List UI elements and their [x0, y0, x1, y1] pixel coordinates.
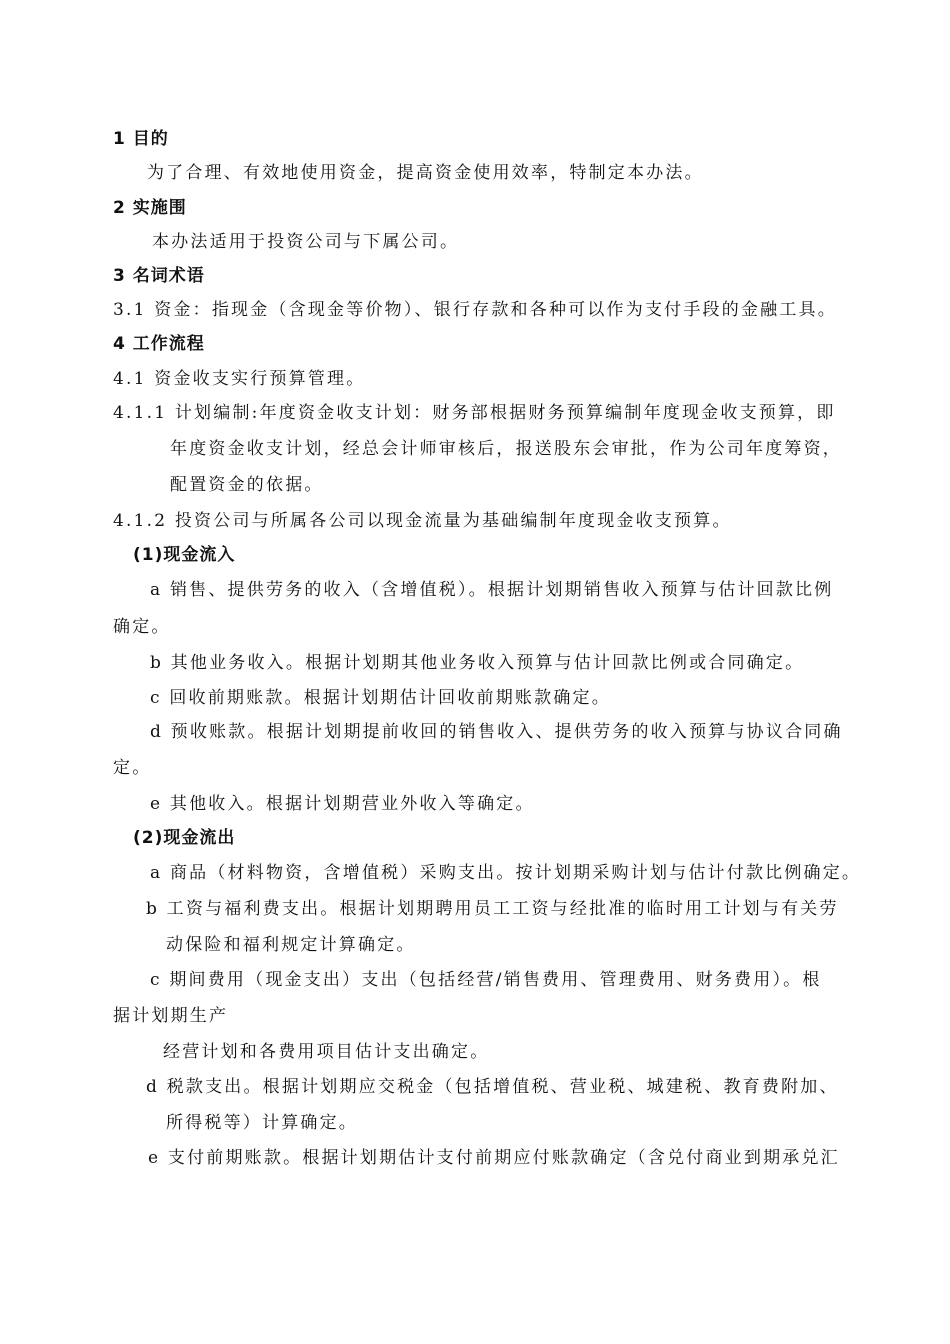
list-item: c 回收前期账款。根据计划期估计回收前期账款确定。: [150, 688, 611, 708]
list-item-continuation: 据计划期生产: [113, 1006, 229, 1026]
paragraph: 为了合理、有效地使用资金，提高资金使用效率，特制定本办法。: [147, 163, 704, 183]
list-item: d 预收账款。根据计划期提前收回的销售收入、提供劳务的收入预算与协议合同确: [150, 722, 843, 742]
section-heading-purpose: 1 目的: [113, 129, 169, 149]
section-heading-scope: 2 实施围: [113, 198, 187, 218]
paragraph: 3.1 资金：指现金（含现金等价物）、银行存款和各种可以作为支付手段的金融工具。: [113, 300, 837, 320]
paragraph: 4.1.2 投资公司与所属各公司以现金流量为基础编制年度现金收支预算。: [113, 511, 732, 531]
list-item: b 其他业务收入。根据计划期其他业务收入预算与估计回款比例或合同确定。: [150, 653, 805, 673]
paragraph: 年度资金收支计划，经总会计师审核后，报送股东会审批，作为公司年度筹资，: [170, 439, 842, 459]
section-heading-workflow: 4 工作流程: [113, 334, 205, 354]
list-item: d 税款支出。根据计划期应交税金（包括增值税、营业税、城建税、教育费附加、: [146, 1077, 839, 1097]
list-item-continuation: 定。: [113, 758, 152, 778]
list-item: a 商品（材料物资，含增值税）采购支出。按计划期采购计划与估计付款比例确定。: [150, 863, 862, 883]
subsection-heading-cash-outflow: (2)现金流出: [133, 828, 236, 848]
section-heading-terms: 3 名词术语: [113, 266, 205, 286]
list-item-continuation: 经营计划和各费用项目估计支出确定。: [163, 1042, 490, 1062]
list-item: a 销售、提供劳务的收入（含增值税）。根据计划期销售收入预算与估计回款比例: [150, 580, 834, 600]
subsection-heading-cash-inflow: (1)现金流入: [133, 545, 236, 565]
list-item: e 支付前期账款。根据计划期估计支付前期应付账款确定（含兑付商业到期承兑汇: [148, 1148, 840, 1168]
list-item-continuation: 动保险和福利规定计算确定。: [166, 935, 416, 955]
paragraph: 配置资金的依据。: [170, 475, 324, 495]
list-item-continuation: 所得税等）计算确定。: [166, 1113, 358, 1133]
paragraph: 4.1 资金收支实行预算管理。: [113, 369, 366, 389]
list-item: c 期间费用（现金支出）支出（包括经营/销售费用、管理费用、财务费用）。根: [150, 970, 822, 990]
paragraph: 本办法适用于投资公司与下属公司。: [152, 232, 460, 252]
list-item: b 工资与福利费支出。根据计划期聘用员工工资与经批准的临时用工计划与有关劳: [146, 899, 839, 919]
paragraph: 4.1.1 计划编制:年度资金收支计划：财务部根据财务预算编制年度现金收支预算，即: [113, 403, 836, 423]
list-item: e 其他收入。根据计划期营业外收入等确定。: [150, 794, 535, 814]
list-item-continuation: 确定。: [113, 617, 171, 637]
